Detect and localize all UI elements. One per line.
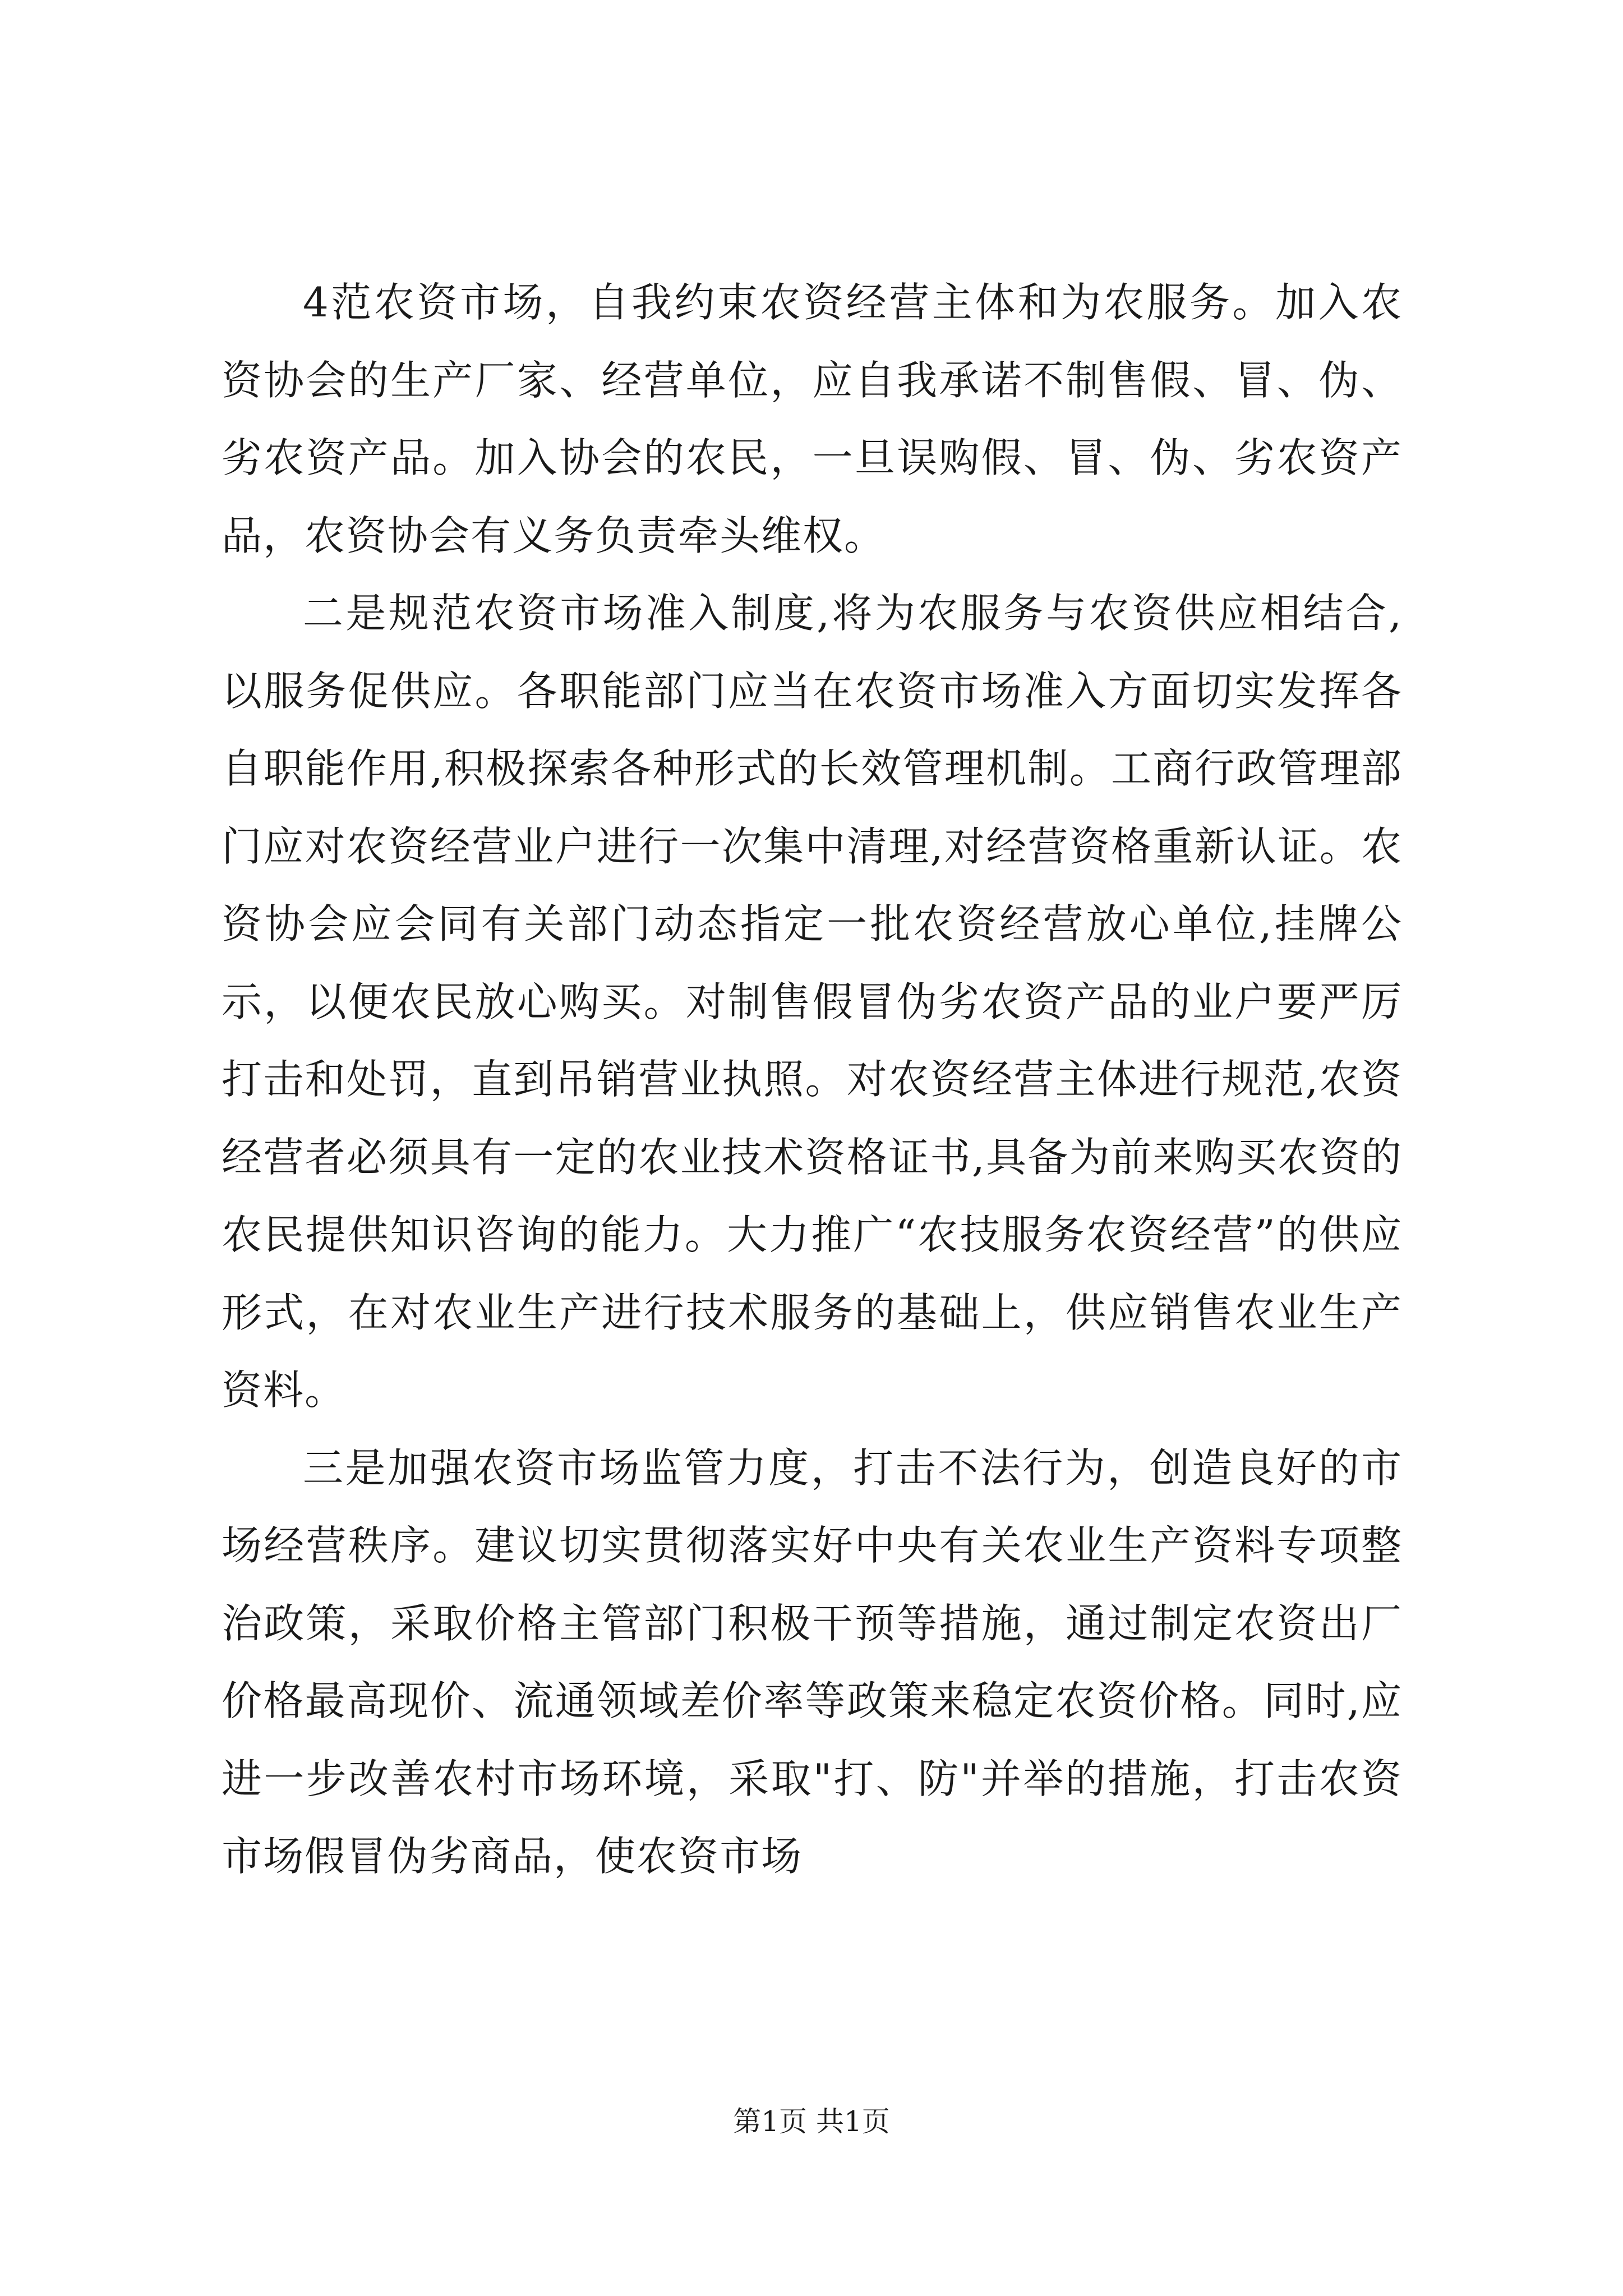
paragraph-1: 4范农资市场，自我约束农资经营主体和为农服务。加入农资协会的生产厂家、经营单位，应自我承诺不制售假、冒、伪、劣农资产品。加入协会的农民，一旦误购假、冒、伪、劣农资产品，农资协会有义务负责牵头维权。 [222, 279, 1403, 559]
document-body [222, 264, 1403, 1895]
paragraph-2: 二是规范农资市场准入制度,将为农服务与农资供应相结合,以服务促供应。各职能部门应当在农资市场准入方面切实发挥各自职能作用,积极探索各种形式的长效管理机制。工商行政管理部门应对农资经营业户进行一次集中清理,对经营资格重新认证。农资协会应会同有关部门动态指定一批农资经营放心单位,挂牌公示，以便农民放心购买。对制售假冒伪劣农资产品的业户要严厉打击和处罚，直到吊销营业执照。对农资经营主体进行规范,农资经营者必须具有一定的农业技术资格证书,具备为前来购买农资的农民提供知识咨询的能力。大力推广“农技服务农资经营”的供应形式，在对农业生产进行技术服务的基础上，供应销售农业生产资料。 [222, 590, 1403, 1414]
paragraph-3: 三是加强农资市场监管力度，打击不法行为，创造良好的市场经营秩序。建议切实贯彻落实好中央有关农业生产资料专项整治政策，采取价格主管部门积极干预等措施，通过制定农资出厂价格最高现价、流通领域差价率等政策来稳定农资价格。同时,应进一步改善农村市场环境，采取"打、防"并举的措施，打击农资市场假冒伪劣商品，使农资市场 [222, 1444, 1403, 1880]
page-footer: 第1页 共1页 [733, 2105, 890, 2138]
